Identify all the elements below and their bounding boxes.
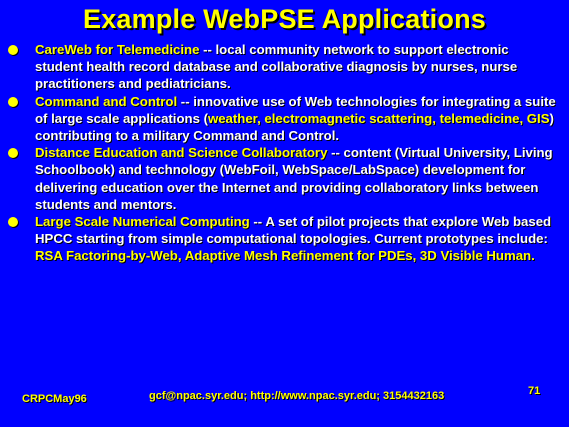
footer-date-label: CRPCMay96: [22, 393, 87, 405]
slide-footer: [0, 387, 569, 427]
bullet-distance-education: [0, 144, 569, 213]
bullet-list: [0, 41, 569, 265]
bullet-highlight: RSA Factoring-by-Web, Adaptive Mesh Refinement for PDEs, 3D Visible Human.: [35, 248, 535, 264]
bullet-dot-icon: [8, 45, 18, 55]
bullet-text: ) contributing to a military Command and Control.: [35, 110, 554, 144]
bullet-dot-icon: [8, 97, 18, 107]
bullet-dot-icon: [8, 148, 18, 158]
bullet-command-control: [0, 93, 569, 145]
bullet-heading: Command and Control: [35, 93, 178, 109]
bullet-text: -- innovative use of Web technologies for integrating a suite of large scale applications (: [35, 93, 556, 126]
bullet-dot-icon: [8, 217, 18, 227]
bullet-highlight: weather, electromagnetic scattering, telemedicine, GIS: [207, 110, 550, 126]
bullet-text: -- local community network to support electronic student health record database and collaborative diagnosis by nurses, nurse practitioners and pediatricians.: [35, 42, 518, 92]
bullet-text: -- A set of pilot projects that explore Web based HPCC starting from simple computational topologies. Current prototypes include:: [35, 214, 552, 247]
bullet-heading: Large Scale Numerical Computing: [35, 214, 250, 230]
footer-contact: gcf@npac.syr.edu; http://www.npac.syr.edu; 3154432163: [149, 390, 445, 402]
bullet-text: -- content (Virtual University, Living Schoolbook) and technology (WebFoil, WebSpace/LabSpace) development for delivering education over the Internet and providing collaboratory links between students and mentors.: [35, 145, 553, 212]
slide-title: Example WebPSE Applications: [82, 4, 486, 34]
bullet-numerical-computing: [0, 213, 569, 265]
bullet-heading: Distance Education and Science Collaboratory: [35, 145, 328, 161]
page-number: 71: [528, 385, 541, 397]
bullet-heading: CareWeb for Telemedicine: [35, 42, 200, 57]
bullet-careweb: [0, 41, 569, 93]
